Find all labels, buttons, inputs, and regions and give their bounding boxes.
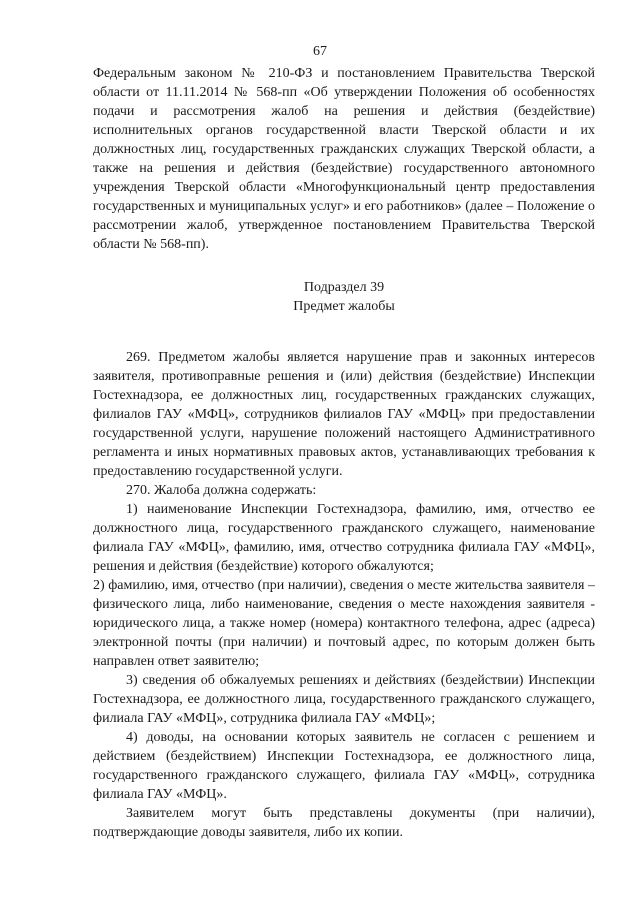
list-item-4: 4) доводы, на основании которых заявитель не согласен с решением и действием (бездействием) Инспекции Гостехнадзора, ее должностного лица, государственного гражданского служащего, филиала ГАУ «МФЦ», сотрудника филиала ГАУ «МФЦ». (93, 730, 595, 802)
subsection-title: Предмет жалобы (293, 299, 395, 314)
subsection-number: Подраздел 39 (303, 280, 385, 295)
intro-paragraph: Федеральным законом № 210-ФЗ и постановлением Правительства Тверской области от 11.11.2014 № 568-пп «Об утверждении Положения об особенностях подачи и рассмотрения жалоб на решения и действия (бездействие) исполнительных органов государственной власти Тверской области и их должностных лиц, государственных гражданских служащих Тверской области, а также на решения и действия (бездействие) государственного автономного учреждения Тверской области «Многофункциональный центр предоставления государственных и муниципальных услуг» и его работников» (далее – Положение о рассмотрении жалоб, утвержденное постановлением Правительства Тверской области № 568-пп). (93, 66, 595, 252)
list-item-2: 2) фамилию, имя, отчество (при наличии), сведения о месте жительства заявителя – физического лица, либо наименование, сведения о месте нахождения заявителя - юридического лица, а также номер (номера) контактного телефона, адрес (адреса) электронной почты (при наличии) и почтовый адрес, по которым должен быть направлен ответ заявителю; (93, 578, 595, 669)
paragraph-269: 269. Предметом жалобы является нарушение прав и законных интересов заявителя, противоправные решения и (или) действия (бездействие) Инспекции Гостехнадзора, ее должностных лиц, государственных гражданских служащих, филиалов ГАУ «МФЦ», сотрудников филиалов ГАУ «МФЦ» при предоставлении государственной услуги, нарушение положений настоящего Административного регламента и иных нормативных правовых актов, устанавливающих требования к предоставлению государственной услуги. (93, 350, 595, 479)
spacer (93, 254, 595, 278)
list-item-1: 1) наименование Инспекции Гостехнадзора, фамилию, имя, отчество ее должностного лица, государственного гражданского служащего, наименование филиала ГАУ «МФЦ», фамилию, имя, отчество сотрудника филиала ГАУ «МФЦ», решения и действия (бездействие) которого обжалуются; (93, 502, 595, 574)
paragraph-270: 270. Жалоба должна содержать: (126, 483, 317, 498)
final-paragraph: Заявителем могут быть представлены документы (при наличии), подтверждающие доводы заявителя, либо их копии. (93, 806, 595, 840)
spacer (93, 316, 595, 348)
document-body (93, 64, 595, 842)
page-number: 67 (313, 44, 327, 59)
list-item-3: 3) сведения об обжалуемых решениях и действиях (бездействии) Инспекции Гостехнадзора, ее должностного лица, государственного гражданского служащего, филиала ГАУ «МФЦ», сотрудника филиала ГАУ «МФЦ»; (93, 673, 595, 726)
